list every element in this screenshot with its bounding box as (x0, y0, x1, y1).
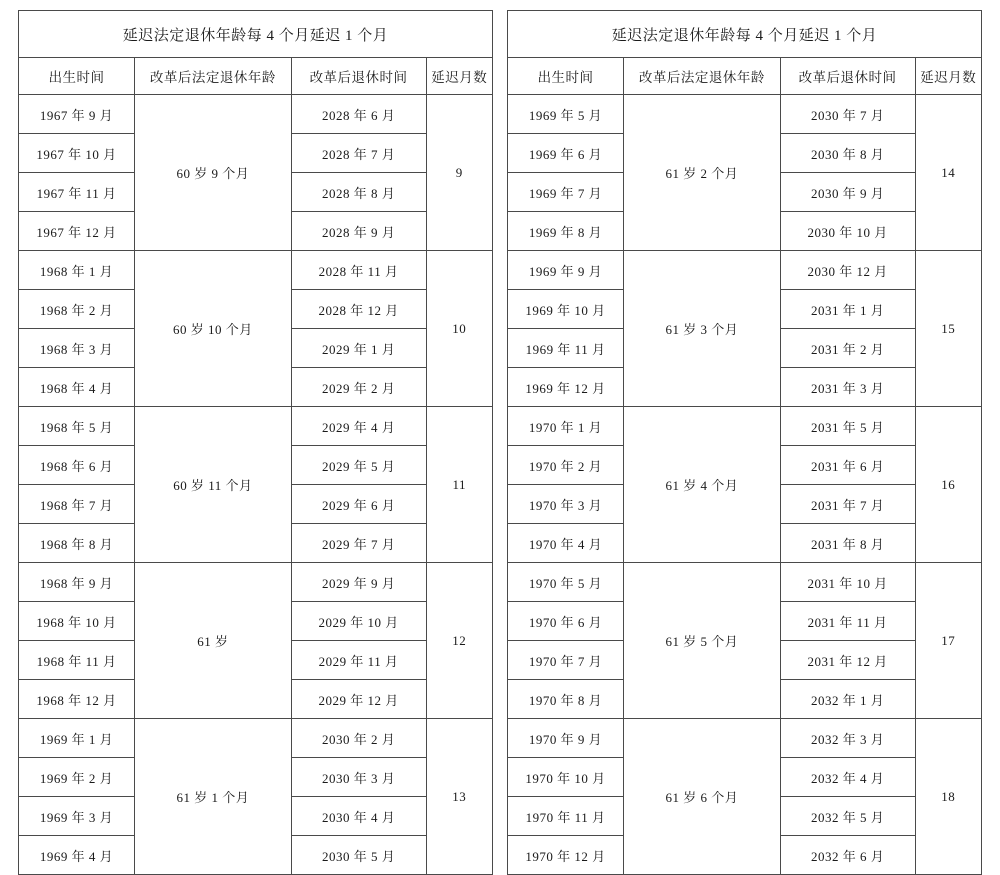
birth-date-cell: 1968 年 3 月 (19, 329, 135, 368)
retirement-date-cell: 2029 年 10 月 (291, 602, 426, 641)
retirement-age-cell: 60 岁 11 个月 (135, 407, 291, 563)
column-header-2: 改革后退休时间 (291, 58, 426, 95)
table-row (508, 407, 982, 446)
birth-date-cell: 1969 年 12 月 (508, 368, 624, 407)
retirement-date-cell: 2028 年 9 月 (291, 212, 426, 251)
table-row (508, 563, 982, 602)
retirement-schedule-table-left (18, 10, 493, 875)
retirement-date-cell: 2030 年 5 月 (291, 836, 426, 875)
retirement-date-cell: 2032 年 1 月 (780, 680, 915, 719)
left-table-container (18, 10, 493, 864)
retirement-age-cell: 61 岁 6 个月 (624, 719, 780, 875)
birth-date-cell: 1969 年 8 月 (508, 212, 624, 251)
birth-date-cell: 1967 年 10 月 (19, 134, 135, 173)
retirement-date-cell: 2031 年 2 月 (780, 329, 915, 368)
retirement-date-cell: 2030 年 3 月 (291, 758, 426, 797)
retirement-date-cell: 2029 年 11 月 (291, 641, 426, 680)
birth-date-cell: 1967 年 12 月 (19, 212, 135, 251)
table-row (19, 251, 493, 290)
retirement-date-cell: 2030 年 4 月 (291, 797, 426, 836)
birth-date-cell: 1969 年 2 月 (19, 758, 135, 797)
birth-date-cell: 1970 年 2 月 (508, 446, 624, 485)
birth-date-cell: 1968 年 7 月 (19, 485, 135, 524)
birth-date-cell: 1970 年 3 月 (508, 485, 624, 524)
retirement-date-cell: 2031 年 1 月 (780, 290, 915, 329)
birth-date-cell: 1970 年 9 月 (508, 719, 624, 758)
birth-date-cell: 1969 年 7 月 (508, 173, 624, 212)
birth-date-cell: 1967 年 9 月 (19, 95, 135, 134)
retirement-date-cell: 2029 年 4 月 (291, 407, 426, 446)
birth-date-cell: 1968 年 6 月 (19, 446, 135, 485)
birth-date-cell: 1969 年 3 月 (19, 797, 135, 836)
birth-date-cell: 1969 年 11 月 (508, 329, 624, 368)
retirement-age-cell: 60 岁 9 个月 (135, 95, 291, 251)
table-row (508, 95, 982, 134)
birth-date-cell: 1968 年 4 月 (19, 368, 135, 407)
birth-date-cell: 1970 年 7 月 (508, 641, 624, 680)
retirement-date-cell: 2029 年 6 月 (291, 485, 426, 524)
retirement-date-cell: 2030 年 9 月 (780, 173, 915, 212)
birth-date-cell: 1969 年 4 月 (19, 836, 135, 875)
retirement-date-cell: 2032 年 4 月 (780, 758, 915, 797)
retirement-age-cell: 61 岁 1 个月 (135, 719, 291, 875)
delay-months-cell: 14 (915, 95, 981, 251)
retirement-date-cell: 2031 年 6 月 (780, 446, 915, 485)
birth-date-cell: 1968 年 11 月 (19, 641, 135, 680)
table-gutter (493, 10, 507, 694)
retirement-date-cell: 2030 年 12 月 (780, 251, 915, 290)
retirement-date-cell: 2030 年 10 月 (780, 212, 915, 251)
retirement-date-cell: 2029 年 9 月 (291, 563, 426, 602)
birth-date-cell: 1968 年 8 月 (19, 524, 135, 563)
retirement-date-cell: 2028 年 11 月 (291, 251, 426, 290)
retirement-date-cell: 2030 年 7 月 (780, 95, 915, 134)
retirement-date-cell: 2031 年 8 月 (780, 524, 915, 563)
retirement-date-cell: 2028 年 12 月 (291, 290, 426, 329)
table-row (19, 719, 493, 758)
retirement-date-cell: 2032 年 5 月 (780, 797, 915, 836)
table-title-row (508, 11, 982, 58)
retirement-date-cell: 2028 年 6 月 (291, 95, 426, 134)
retirement-age-cell: 61 岁 5 个月 (624, 563, 780, 719)
delay-months-cell: 16 (915, 407, 981, 563)
birth-date-cell: 1968 年 5 月 (19, 407, 135, 446)
table-title: 延迟法定退休年龄每 4 个月延迟 1 个月 (508, 11, 982, 58)
table-header-row (508, 58, 982, 95)
column-header-1: 改革后法定退休年龄 (135, 58, 291, 95)
retirement-age-cell: 61 岁 2 个月 (624, 95, 780, 251)
birth-date-cell: 1969 年 1 月 (19, 719, 135, 758)
retirement-date-cell: 2031 年 5 月 (780, 407, 915, 446)
column-header-2: 改革后退休时间 (780, 58, 915, 95)
retirement-age-cell: 61 岁 4 个月 (624, 407, 780, 563)
delay-months-cell: 13 (426, 719, 492, 875)
birth-date-cell: 1969 年 10 月 (508, 290, 624, 329)
delay-months-cell: 11 (426, 407, 492, 563)
birth-date-cell: 1970 年 12 月 (508, 836, 624, 875)
retirement-date-cell: 2028 年 8 月 (291, 173, 426, 212)
column-header-0: 出生时间 (19, 58, 135, 95)
retirement-age-cell: 61 岁 3 个月 (624, 251, 780, 407)
retirement-date-cell: 2032 年 3 月 (780, 719, 915, 758)
delay-months-cell: 12 (426, 563, 492, 719)
retirement-date-cell: 2030 年 2 月 (291, 719, 426, 758)
birth-date-cell: 1968 年 10 月 (19, 602, 135, 641)
retirement-date-cell: 2029 年 5 月 (291, 446, 426, 485)
column-header-1: 改革后法定退休年龄 (624, 58, 780, 95)
birth-date-cell: 1968 年 12 月 (19, 680, 135, 719)
retirement-date-cell: 2029 年 1 月 (291, 329, 426, 368)
table-row (508, 251, 982, 290)
column-header-0: 出生时间 (508, 58, 624, 95)
retirement-date-cell: 2031 年 10 月 (780, 563, 915, 602)
birth-date-cell: 1970 年 11 月 (508, 797, 624, 836)
table-row (19, 563, 493, 602)
delay-months-cell: 17 (915, 563, 981, 719)
birth-date-cell: 1968 年 2 月 (19, 290, 135, 329)
birth-date-cell: 1970 年 5 月 (508, 563, 624, 602)
table-title: 延迟法定退休年龄每 4 个月延迟 1 个月 (19, 11, 493, 58)
birth-date-cell: 1970 年 8 月 (508, 680, 624, 719)
table-row (19, 407, 493, 446)
table-header-row (19, 58, 493, 95)
retirement-date-cell: 2031 年 7 月 (780, 485, 915, 524)
birth-date-cell: 1970 年 6 月 (508, 602, 624, 641)
birth-date-cell: 1968 年 1 月 (19, 251, 135, 290)
retirement-date-cell: 2032 年 6 月 (780, 836, 915, 875)
birth-date-cell: 1969 年 9 月 (508, 251, 624, 290)
retirement-date-cell: 2031 年 3 月 (780, 368, 915, 407)
retirement-date-cell: 2028 年 7 月 (291, 134, 426, 173)
retirement-date-cell: 2029 年 12 月 (291, 680, 426, 719)
birth-date-cell: 1970 年 4 月 (508, 524, 624, 563)
retirement-date-cell: 2030 年 8 月 (780, 134, 915, 173)
birth-date-cell: 1968 年 9 月 (19, 563, 135, 602)
table-title-row (19, 11, 493, 58)
column-header-3: 延迟月数 (426, 58, 492, 95)
birth-date-cell: 1969 年 6 月 (508, 134, 624, 173)
column-header-3: 延迟月数 (915, 58, 981, 95)
retirement-age-cell: 61 岁 (135, 563, 291, 719)
delay-months-cell: 9 (426, 95, 492, 251)
right-table-container (507, 10, 982, 864)
delay-months-cell: 18 (915, 719, 981, 875)
birth-date-cell: 1969 年 5 月 (508, 95, 624, 134)
birth-date-cell: 1967 年 11 月 (19, 173, 135, 212)
table-row (508, 719, 982, 758)
table-row (19, 95, 493, 134)
retirement-date-cell: 2029 年 7 月 (291, 524, 426, 563)
retirement-date-cell: 2031 年 11 月 (780, 602, 915, 641)
birth-date-cell: 1970 年 1 月 (508, 407, 624, 446)
retirement-date-cell: 2029 年 2 月 (291, 368, 426, 407)
delay-months-cell: 10 (426, 251, 492, 407)
delay-months-cell: 15 (915, 251, 981, 407)
retirement-date-cell: 2031 年 12 月 (780, 641, 915, 680)
birth-date-cell: 1970 年 10 月 (508, 758, 624, 797)
retirement-age-cell: 60 岁 10 个月 (135, 251, 291, 407)
retirement-schedule-table-right (507, 10, 982, 875)
